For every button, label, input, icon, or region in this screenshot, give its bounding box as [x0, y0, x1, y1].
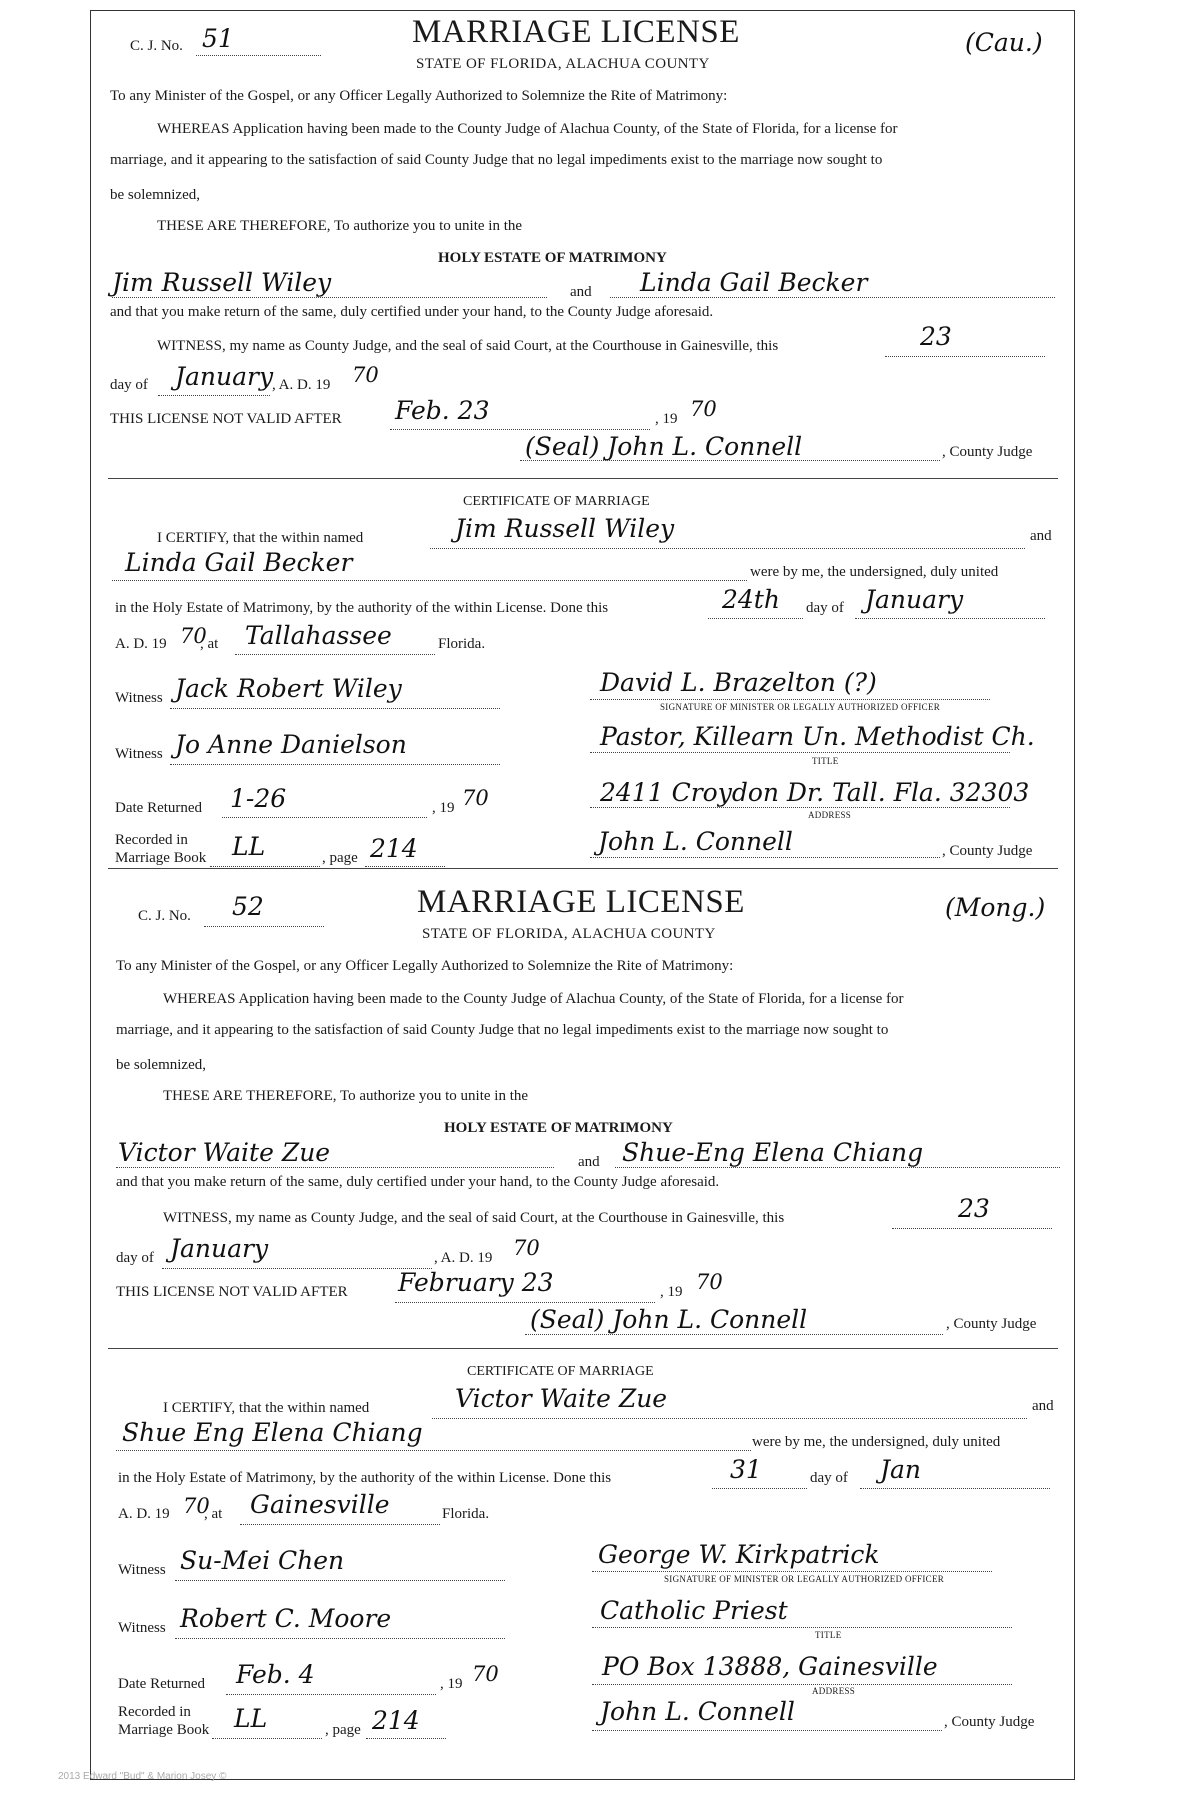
therefore-line: THESE ARE THEREFORE, To authorize you to unite in the	[163, 1088, 529, 1104]
whereas-line-2: marriage, and it appearing to the satisfaction of said County Judge that no legal impediments exist to the marriage now sought to	[110, 152, 883, 168]
certify-label: I CERTIFY, that the within named	[163, 1400, 370, 1416]
address-label: ADDRESS	[812, 1686, 856, 1696]
license-state: STATE OF FLORIDA, ALACHUA COUNTY	[416, 56, 710, 72]
cert-groom: Victor Waite Zue	[455, 1384, 668, 1413]
bride-name: Shue-Eng Elena Chiang	[622, 1138, 924, 1167]
address-label: ADDRESS	[808, 810, 852, 820]
officer-sig-label: SIGNATURE OF MINISTER OR LEGALLY AUTHORIZED OFFICER	[664, 1574, 945, 1584]
whereas-line-1: WHEREAS Application having been made to the County Judge of Alachua County, of the State of Florida, for a license for	[163, 991, 904, 1007]
witness-2-name: Jo Anne Danielson	[175, 730, 407, 759]
judge-signature: John L. Connell	[598, 827, 793, 856]
holy-estate-line: in the Holy Estate of Matrimony, by the authority of the within License. Done this	[118, 1470, 612, 1486]
cert-and: and	[1030, 528, 1052, 544]
place: Gainesville	[250, 1490, 390, 1519]
page-value: 214	[370, 834, 418, 863]
whereas-line-3: be solemnized,	[110, 187, 200, 203]
not-valid-year-prefix: , 19	[660, 1284, 683, 1300]
at-label: , at	[200, 636, 219, 652]
license-state: STATE OF FLORIDA, ALACHUA COUNTY	[422, 926, 716, 942]
and-label: and	[570, 284, 592, 300]
county-judge-label: , County Judge	[946, 1316, 1037, 1332]
cj-no-value: 52	[232, 892, 264, 921]
witness-line: WITNESS, my name as County Judge, and the seal of said Court, at the Courthouse in Gainesville, this	[163, 1210, 785, 1226]
license-month: January	[175, 362, 274, 391]
copyright-stamp: 2013 Edward "Bud" & Marion Josey ©	[58, 1771, 227, 1782]
returned-year: 70	[462, 786, 489, 810]
witness-day: 23	[958, 1194, 990, 1223]
address-line: To any Minister of the Gospel, or any Officer Legally Authorized to Solemnize the Rite of Matrimony:	[110, 88, 728, 104]
cj-no-value: 51	[202, 24, 234, 53]
returned-year-prefix: , 19	[432, 800, 455, 816]
not-valid-year: 70	[690, 397, 717, 421]
groom-name: Victor Waite Zue	[118, 1138, 331, 1167]
county-judge-label: , County Judge	[942, 444, 1033, 460]
date-returned: 1-26	[230, 784, 287, 813]
returned-year: 70	[472, 1662, 499, 1686]
not-valid-label: THIS LICENSE NOT VALID AFTER	[116, 1284, 348, 1300]
seal-signature: (Seal) John L. Connell	[530, 1305, 808, 1334]
cj-no-label: C. J. No.	[130, 38, 183, 54]
not-valid-year: 70	[696, 1270, 723, 1294]
done-month: Jan	[880, 1455, 922, 1484]
cert-bride: Shue Eng Elena Chiang	[122, 1418, 423, 1447]
judge-signature: John L. Connell	[600, 1697, 795, 1726]
were-united: were by me, the undersigned, duly united	[752, 1434, 1001, 1450]
certificate-title: CERTIFICATE OF MARRIAGE	[467, 1364, 654, 1379]
recorded-label-2: Marriage Book	[118, 1722, 210, 1738]
witness-2-label: Witness	[118, 1620, 166, 1636]
officer-signature: David L. Brazelton (?)	[600, 668, 877, 697]
done-year: 70	[183, 1494, 210, 1518]
witness-2-label: Witness	[115, 746, 163, 762]
witness-1-label: Witness	[118, 1562, 166, 1578]
not-valid-label: THIS LICENSE NOT VALID AFTER	[110, 411, 342, 427]
not-valid-date: February 23	[398, 1268, 554, 1297]
recorded-label-2: Marriage Book	[115, 850, 207, 866]
license-year: 70	[352, 363, 379, 387]
address-line: To any Minister of the Gospel, or any Officer Legally Authorized to Solemnize the Rite of Matrimony:	[116, 958, 734, 974]
place: Tallahassee	[245, 621, 392, 650]
and-label: and	[578, 1154, 600, 1170]
holy-estate-heading: HOLY ESTATE OF MATRIMONY	[438, 250, 667, 266]
done-month: January	[865, 585, 964, 614]
title-label: TITLE	[812, 756, 839, 766]
cj-no-label: C. J. No.	[138, 908, 191, 924]
done-day: 24th	[722, 585, 780, 614]
day-of-label: day of	[116, 1250, 154, 1266]
ad2-label: A. D. 19	[118, 1506, 170, 1522]
officer-title: Catholic Priest	[600, 1596, 788, 1625]
judge-label: , County Judge	[944, 1714, 1035, 1730]
recorded-label-1: Recorded in	[118, 1704, 191, 1720]
bride-name: Linda Gail Becker	[640, 268, 868, 297]
ad-label: , A. D. 19	[434, 1250, 493, 1266]
done-day: 31	[730, 1455, 762, 1484]
witness-1-name: Su-Mei Chen	[180, 1546, 345, 1575]
done-year: 70	[180, 624, 207, 648]
cert-and: and	[1032, 1398, 1054, 1414]
certify-label: I CERTIFY, that the within named	[157, 530, 364, 546]
license-year: 70	[513, 1236, 540, 1260]
judge-label: , County Judge	[942, 843, 1033, 859]
therefore-line: THESE ARE THEREFORE, To authorize you to unite in the	[157, 218, 523, 234]
seal-signature: (Seal) John L. Connell	[525, 432, 803, 461]
cert-day-of: day of	[810, 1470, 848, 1486]
holy-estate-heading: HOLY ESTATE OF MATRIMONY	[444, 1120, 673, 1136]
book: LL	[234, 1704, 268, 1733]
were-united: were by me, the undersigned, duly united	[750, 564, 999, 580]
holy-estate-line: in the Holy Estate of Matrimony, by the authority of the within License. Done this	[115, 600, 609, 616]
not-valid-date: Feb. 23	[395, 396, 490, 425]
not-valid-year-prefix: , 19	[655, 411, 678, 427]
cert-day-of: day of	[806, 600, 844, 616]
page-value: 214	[372, 1706, 420, 1735]
witness-day: 23	[920, 322, 952, 351]
page-label: , page	[325, 1722, 361, 1738]
title-label: TITLE	[815, 1630, 842, 1640]
officer-sig-label: SIGNATURE OF MINISTER OR LEGALLY AUTHORIZED OFFICER	[660, 702, 941, 712]
cert-groom: Jim Russell Wiley	[455, 514, 675, 543]
officer-title: Pastor, Killearn Un. Methodist Ch.	[600, 722, 1035, 751]
ad-label: , A. D. 19	[272, 377, 331, 393]
day-of-label: day of	[110, 377, 148, 393]
date-returned: Feb. 4	[236, 1660, 315, 1689]
license-title: MARRIAGE LICENSE	[412, 14, 740, 50]
officer-address: 2411 Croydon Dr. Tall. Fla. 32303	[600, 778, 1030, 807]
return-line: and that you make return of the same, duly certified under your hand, to the County Judge aforesaid.	[116, 1174, 720, 1190]
cert-bride: Linda Gail Becker	[125, 548, 353, 577]
date-returned-label: Date Returned	[115, 800, 203, 816]
license-title: MARRIAGE LICENSE	[417, 884, 745, 920]
florida-label: Florida.	[442, 1506, 490, 1522]
groom-name: Jim Russell Wiley	[112, 268, 332, 297]
witness-2-name: Robert C. Moore	[180, 1604, 392, 1633]
section-divider	[108, 478, 1058, 479]
certificate-title: CERTIFICATE OF MARRIAGE	[463, 494, 650, 509]
license-month: January	[170, 1234, 269, 1263]
witness-line: WITNESS, my name as County Judge, and the seal of said Court, at the Courthouse in Gainesville, this	[157, 338, 779, 354]
at-label: , at	[204, 1506, 223, 1522]
witness-1-label: Witness	[115, 690, 163, 706]
book: LL	[232, 832, 266, 861]
returned-year-prefix: , 19	[440, 1676, 463, 1692]
whereas-line-3: be solemnized,	[116, 1057, 206, 1073]
officer-address: PO Box 13888, Gainesville	[602, 1652, 938, 1681]
witness-1-name: Jack Robert Wiley	[175, 674, 402, 703]
whereas-line-2: marriage, and it appearing to the satisfaction of said County Judge that no legal impediments exist to the marriage now sought to	[116, 1022, 889, 1038]
return-line: and that you make return of the same, duly certified under your hand, to the County Judge aforesaid.	[110, 304, 714, 320]
corner-note: (Cau.)	[965, 28, 1043, 57]
recorded-label-1: Recorded in	[115, 832, 188, 848]
officer-signature: George W. Kirkpatrick	[598, 1540, 880, 1569]
whereas-line-1: WHEREAS Application having been made to the County Judge of Alachua County, of the State of Florida, for a license for	[157, 121, 898, 137]
florida-label: Florida.	[438, 636, 486, 652]
date-returned-label: Date Returned	[118, 1676, 206, 1692]
section-divider	[108, 1348, 1058, 1349]
section-divider	[108, 868, 1058, 869]
ad2-label: A. D. 19	[115, 636, 167, 652]
page-label: , page	[322, 850, 358, 866]
corner-note: (Mong.)	[945, 893, 1046, 922]
